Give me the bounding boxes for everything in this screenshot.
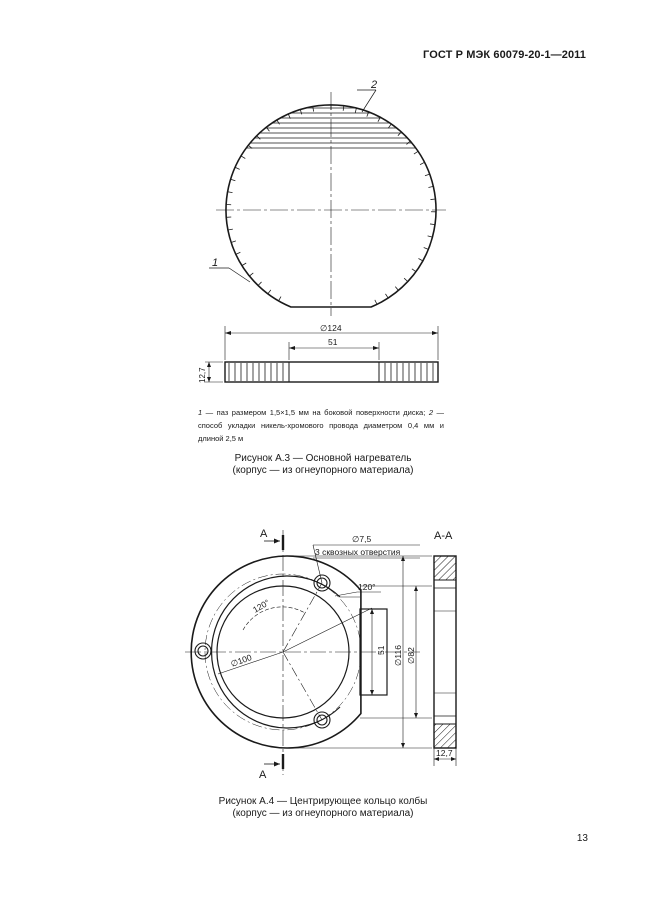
callout-2: 2 [371, 79, 378, 91]
legend-item-2-number: 2 [428, 408, 433, 417]
legend-item-2-text: — способ укладки никель-хромового провода диаметром 0,4 мм и длиной 2,5 м [198, 408, 444, 443]
callout-1: 1 [212, 257, 219, 269]
figure-a3-drawing [0, 0, 646, 400]
section-view-aa [434, 556, 456, 766]
dim-center-width: 51 [328, 337, 338, 347]
mounting-holes [195, 575, 330, 728]
angle-label-inner: 120° [251, 597, 272, 615]
heater-side-view [198, 323, 438, 383]
dim-thickness: 12,7 [436, 748, 453, 758]
figure-a4-caption-title: Рисунок А.4 — Центрирующее кольцо колбы [218, 796, 428, 807]
angle-label-outer: 120° [358, 582, 376, 592]
document-header: ГОСТ Р МЭК 60079-20-1—2011 [423, 49, 586, 61]
dim-outer-diameter: ∅124 [320, 323, 342, 333]
dim-inner-diameter: ∅100 [229, 652, 253, 669]
section-title: А-А [434, 530, 453, 542]
legend-item-1-number: 1 [198, 408, 203, 417]
hole-diameter: ∅7,5 [352, 534, 372, 544]
figure-a3-caption-title: Рисунок А.3 — Основной нагреватель [234, 453, 412, 464]
legend-item-1-text: — паз размером 1,5×1,5 мм на боковой поверхности диска; [202, 408, 429, 417]
section-mark-bottom: А [259, 769, 267, 781]
dim-bore-diameter: ∅82 [406, 647, 416, 664]
dim-flat-width: 51 [376, 645, 386, 655]
dim-height: 12,7 [198, 367, 207, 383]
figure-a3-legend [198, 406, 444, 445]
figure-a4-caption-subtitle: (корпус — из огнеупорного материала) [232, 808, 414, 819]
page-number: 13 [576, 833, 588, 844]
section-mark-top: А [260, 528, 268, 540]
figure-a3-caption-subtitle: (корпус — из огнеупорного материала) [232, 465, 414, 476]
holes-note: 3 сквозных отверстия [315, 547, 401, 557]
dim-outer-diameter-a4: ∅116 [393, 645, 403, 666]
figure-a4-drawing [0, 500, 646, 790]
wire-layout-hatch [220, 108, 440, 148]
